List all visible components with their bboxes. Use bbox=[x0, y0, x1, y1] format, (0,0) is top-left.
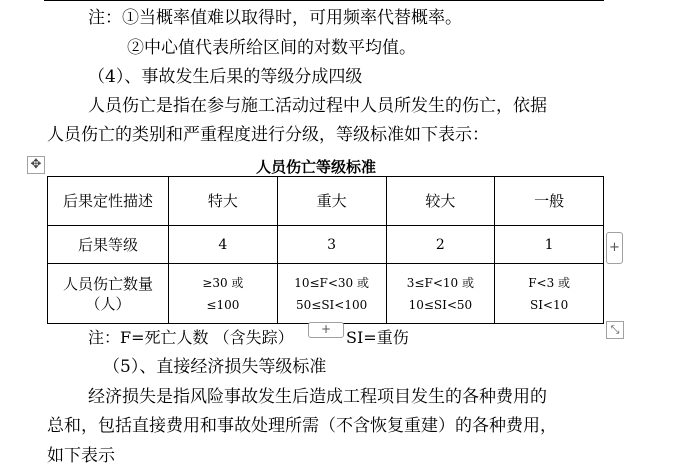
table-grade-row bbox=[48, 226, 604, 264]
grade-value-2[interactable]: 2 bbox=[386, 226, 495, 264]
header-cell-description[interactable]: 后果定性描述 bbox=[48, 177, 169, 226]
count-cell-line-1: F<3 或 bbox=[528, 275, 571, 290]
section-4-heading: （4）、事故发生后果的等级分成四级 bbox=[88, 67, 363, 87]
note-2: ②中心值代表所给区间的对数平均值。 bbox=[127, 38, 416, 58]
section-5-paragraph-line-3: 如下表示 bbox=[47, 446, 115, 466]
note-1: 注：①当概率值难以取得时，可用频率代替概率。 bbox=[88, 8, 462, 28]
section-5-paragraph-line-2: 总和，包括直接费用和事故处理所需（不含恢复重建）的各种费用， bbox=[47, 416, 557, 436]
count-cell-line-1: 10≤F<30 或 bbox=[294, 275, 370, 290]
header-cell-grade-1[interactable]: 一般 bbox=[495, 177, 604, 226]
table-note-right: SI=重伤 bbox=[346, 328, 409, 347]
grade-value-3[interactable]: 3 bbox=[277, 226, 386, 264]
count-cell-grade-3[interactable] bbox=[277, 264, 386, 324]
count-row-label-line-1: 人员伤亡数量 bbox=[62, 274, 153, 293]
table-move-handle-icon[interactable]: ✥ bbox=[27, 156, 45, 174]
header-cell-grade-3[interactable]: 重大 bbox=[277, 177, 386, 226]
count-row-label-line-2: （人） bbox=[85, 294, 131, 313]
count-row-label[interactable] bbox=[48, 264, 169, 324]
header-cell-grade-4[interactable]: 特大 bbox=[169, 177, 278, 226]
count-cell-grade-1[interactable] bbox=[495, 264, 604, 324]
count-cell-line-2: 10≤SI<50 bbox=[408, 297, 473, 312]
section-5-heading: （5）、直接经济损失等级标准 bbox=[103, 357, 327, 377]
grade-value-4[interactable]: 4 bbox=[169, 226, 278, 264]
count-cell-line-1: ≥30 或 bbox=[202, 275, 244, 290]
table-caption: 人员伤亡等级标准 bbox=[256, 158, 377, 176]
page-top-rule bbox=[44, 0, 604, 1]
table-header-row bbox=[48, 177, 604, 226]
table-note-left: 注：F=死亡人数 （含失踪） bbox=[88, 328, 294, 347]
count-cell-line-2: 50≤SI<100 bbox=[296, 297, 368, 312]
section-5-paragraph-line-1: 经济损失是指风险事故发生后造成工程项目发生的各种费用的 bbox=[88, 387, 547, 407]
count-cell-grade-4[interactable] bbox=[169, 264, 278, 324]
add-column-icon[interactable]: + bbox=[606, 232, 623, 264]
table-count-row bbox=[48, 264, 604, 324]
section-4-paragraph-line-2: 人员伤亡的类别和严重程度进行分级，等级标准如下表示： bbox=[47, 125, 489, 145]
table-resize-icon[interactable]: ⤡ bbox=[606, 321, 624, 339]
grade-value-1[interactable]: 1 bbox=[495, 226, 604, 264]
grade-row-label[interactable]: 后果等级 bbox=[48, 226, 169, 264]
add-row-icon[interactable]: + bbox=[308, 322, 344, 338]
section-4-paragraph-line-1: 人员伤亡是指在参与施工活动过程中人员所发生的伤亡，依据 bbox=[88, 96, 547, 116]
count-cell-line-2: ≤100 bbox=[206, 297, 240, 312]
casualty-grade-table bbox=[47, 176, 604, 324]
count-cell-grade-2[interactable] bbox=[386, 264, 495, 324]
count-cell-line-1: 3≤F<10 或 bbox=[406, 275, 474, 290]
header-cell-grade-2[interactable]: 较大 bbox=[386, 177, 495, 226]
count-cell-line-2: SI<10 bbox=[529, 297, 569, 312]
